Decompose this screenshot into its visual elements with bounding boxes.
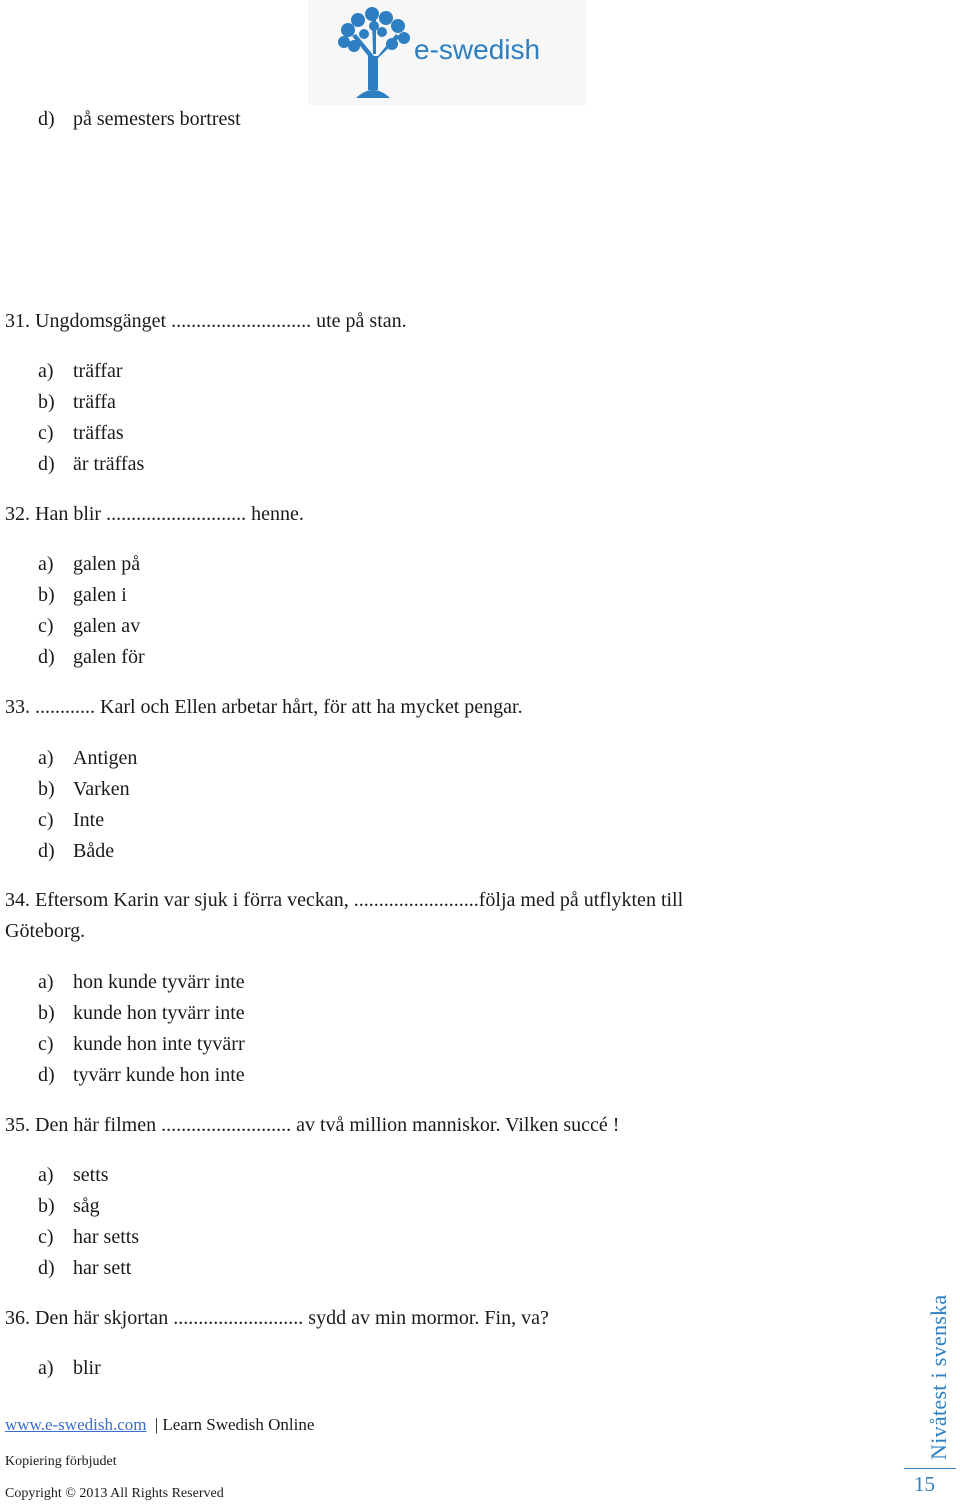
footer-separator: | — [154, 1415, 159, 1434]
footer-link[interactable]: www.e-swedish.com — [5, 1415, 147, 1434]
option-d[interactable] — [38, 1257, 131, 1280]
option-letter: c) — [38, 1033, 54, 1055]
option-text: Antigen — [73, 747, 138, 769]
option-text: är träffas — [73, 453, 145, 475]
option-c[interactable] — [38, 615, 140, 638]
option-text: såg — [73, 1195, 100, 1217]
option-a[interactable] — [38, 360, 123, 383]
question-32: 32. Han blir ............................ henne. — [5, 503, 304, 525]
option-text: galen av — [73, 615, 141, 637]
option-text: har setts — [73, 1226, 140, 1248]
option-b[interactable] — [38, 1195, 100, 1218]
option-a[interactable] — [38, 971, 245, 994]
question-31: 31. Ungdomsgänget ............................ ute på stan. — [5, 310, 407, 332]
option-text: galen i — [73, 584, 127, 606]
question-35: 35. Den här filmen .......................... av två million manniskor. Vilken succé ! — [5, 1114, 620, 1136]
option-letter: a) — [38, 553, 54, 575]
option-text: galen för — [73, 646, 145, 668]
option-d[interactable] — [38, 646, 145, 669]
option-text: Inte — [73, 809, 105, 831]
tree-icon — [334, 6, 414, 102]
option-text: på semesters bortrest — [73, 108, 241, 130]
option-text: Varken — [73, 778, 130, 800]
option-a[interactable] — [38, 1164, 109, 1187]
option-a[interactable] — [38, 1357, 101, 1380]
question-36: 36. Den här skjortan .......................... sydd av min mormor. Fin, va? — [5, 1307, 549, 1329]
option-letter: d) — [38, 453, 55, 475]
option-letter: b) — [38, 778, 55, 800]
option-text: kunde hon inte tyvärr — [73, 1033, 245, 1055]
option-text: Både — [73, 840, 115, 862]
question-33: 33. ............ Karl och Ellen arbetar hårt, för att ha mycket pengar. — [5, 696, 523, 718]
option-c[interactable] — [38, 1033, 245, 1056]
option-d[interactable] — [38, 108, 241, 131]
option-text: har sett — [73, 1257, 132, 1279]
option-letter: a) — [38, 747, 54, 769]
option-text: träffar — [73, 360, 123, 382]
option-text: tyvärr kunde hon inte — [73, 1064, 245, 1086]
option-text: kunde hon tyvärr inte — [73, 1002, 245, 1024]
question-34-continuation: Göteborg. — [5, 920, 86, 942]
logo — [308, 0, 586, 105]
option-d[interactable] — [38, 840, 114, 863]
option-letter: d) — [38, 1257, 55, 1279]
option-letter: c) — [38, 809, 54, 831]
question-34: 34. Eftersom Karin var sjuk i förra veckan, .........................följa med på utflykten till — [5, 889, 684, 911]
page-number-divider — [904, 1468, 956, 1469]
option-text: träffa — [73, 391, 116, 413]
option-letter: a) — [38, 1357, 54, 1379]
option-d[interactable] — [38, 453, 144, 476]
option-letter: c) — [38, 1226, 54, 1248]
option-letter: a) — [38, 971, 54, 993]
option-letter: b) — [38, 1002, 55, 1024]
footer-line — [5, 1415, 314, 1435]
option-letter: a) — [38, 1164, 54, 1186]
option-letter: d) — [38, 1064, 55, 1086]
option-b[interactable] — [38, 778, 130, 801]
option-text: träffas — [73, 422, 124, 444]
option-letter: d) — [38, 840, 55, 862]
option-a[interactable] — [38, 553, 140, 576]
option-letter: b) — [38, 1195, 55, 1217]
option-letter: c) — [38, 422, 54, 444]
option-letter: b) — [38, 584, 55, 606]
option-text: setts — [73, 1164, 109, 1186]
option-letter: c) — [38, 615, 54, 637]
option-c[interactable] — [38, 1226, 139, 1249]
option-b[interactable] — [38, 1002, 245, 1025]
option-c[interactable] — [38, 422, 124, 445]
logo-text: e-swedish — [414, 34, 541, 65]
page-number: 15 — [914, 1472, 935, 1496]
option-c[interactable] — [38, 809, 104, 832]
option-text: galen på — [73, 553, 141, 575]
option-letter: d) — [38, 646, 55, 668]
option-letter: b) — [38, 391, 55, 413]
option-b[interactable] — [38, 391, 116, 414]
option-letter: a) — [38, 360, 54, 382]
option-text: hon kunde tyvärr inte — [73, 971, 245, 993]
footer-tagline: Learn Swedish Online — [162, 1415, 315, 1434]
option-b[interactable] — [38, 584, 127, 607]
option-text: blir — [73, 1357, 101, 1379]
option-a[interactable] — [38, 747, 137, 770]
footer-notice: Kopiering förbjudet — [5, 1454, 117, 1469]
option-letter: d) — [38, 108, 55, 130]
option-d[interactable] — [38, 1064, 245, 1087]
footer-copyright: Copyright © 2013 All Rights Reserved — [5, 1486, 224, 1501]
vertical-title: Nivåtest i svenska — [926, 1294, 951, 1460]
